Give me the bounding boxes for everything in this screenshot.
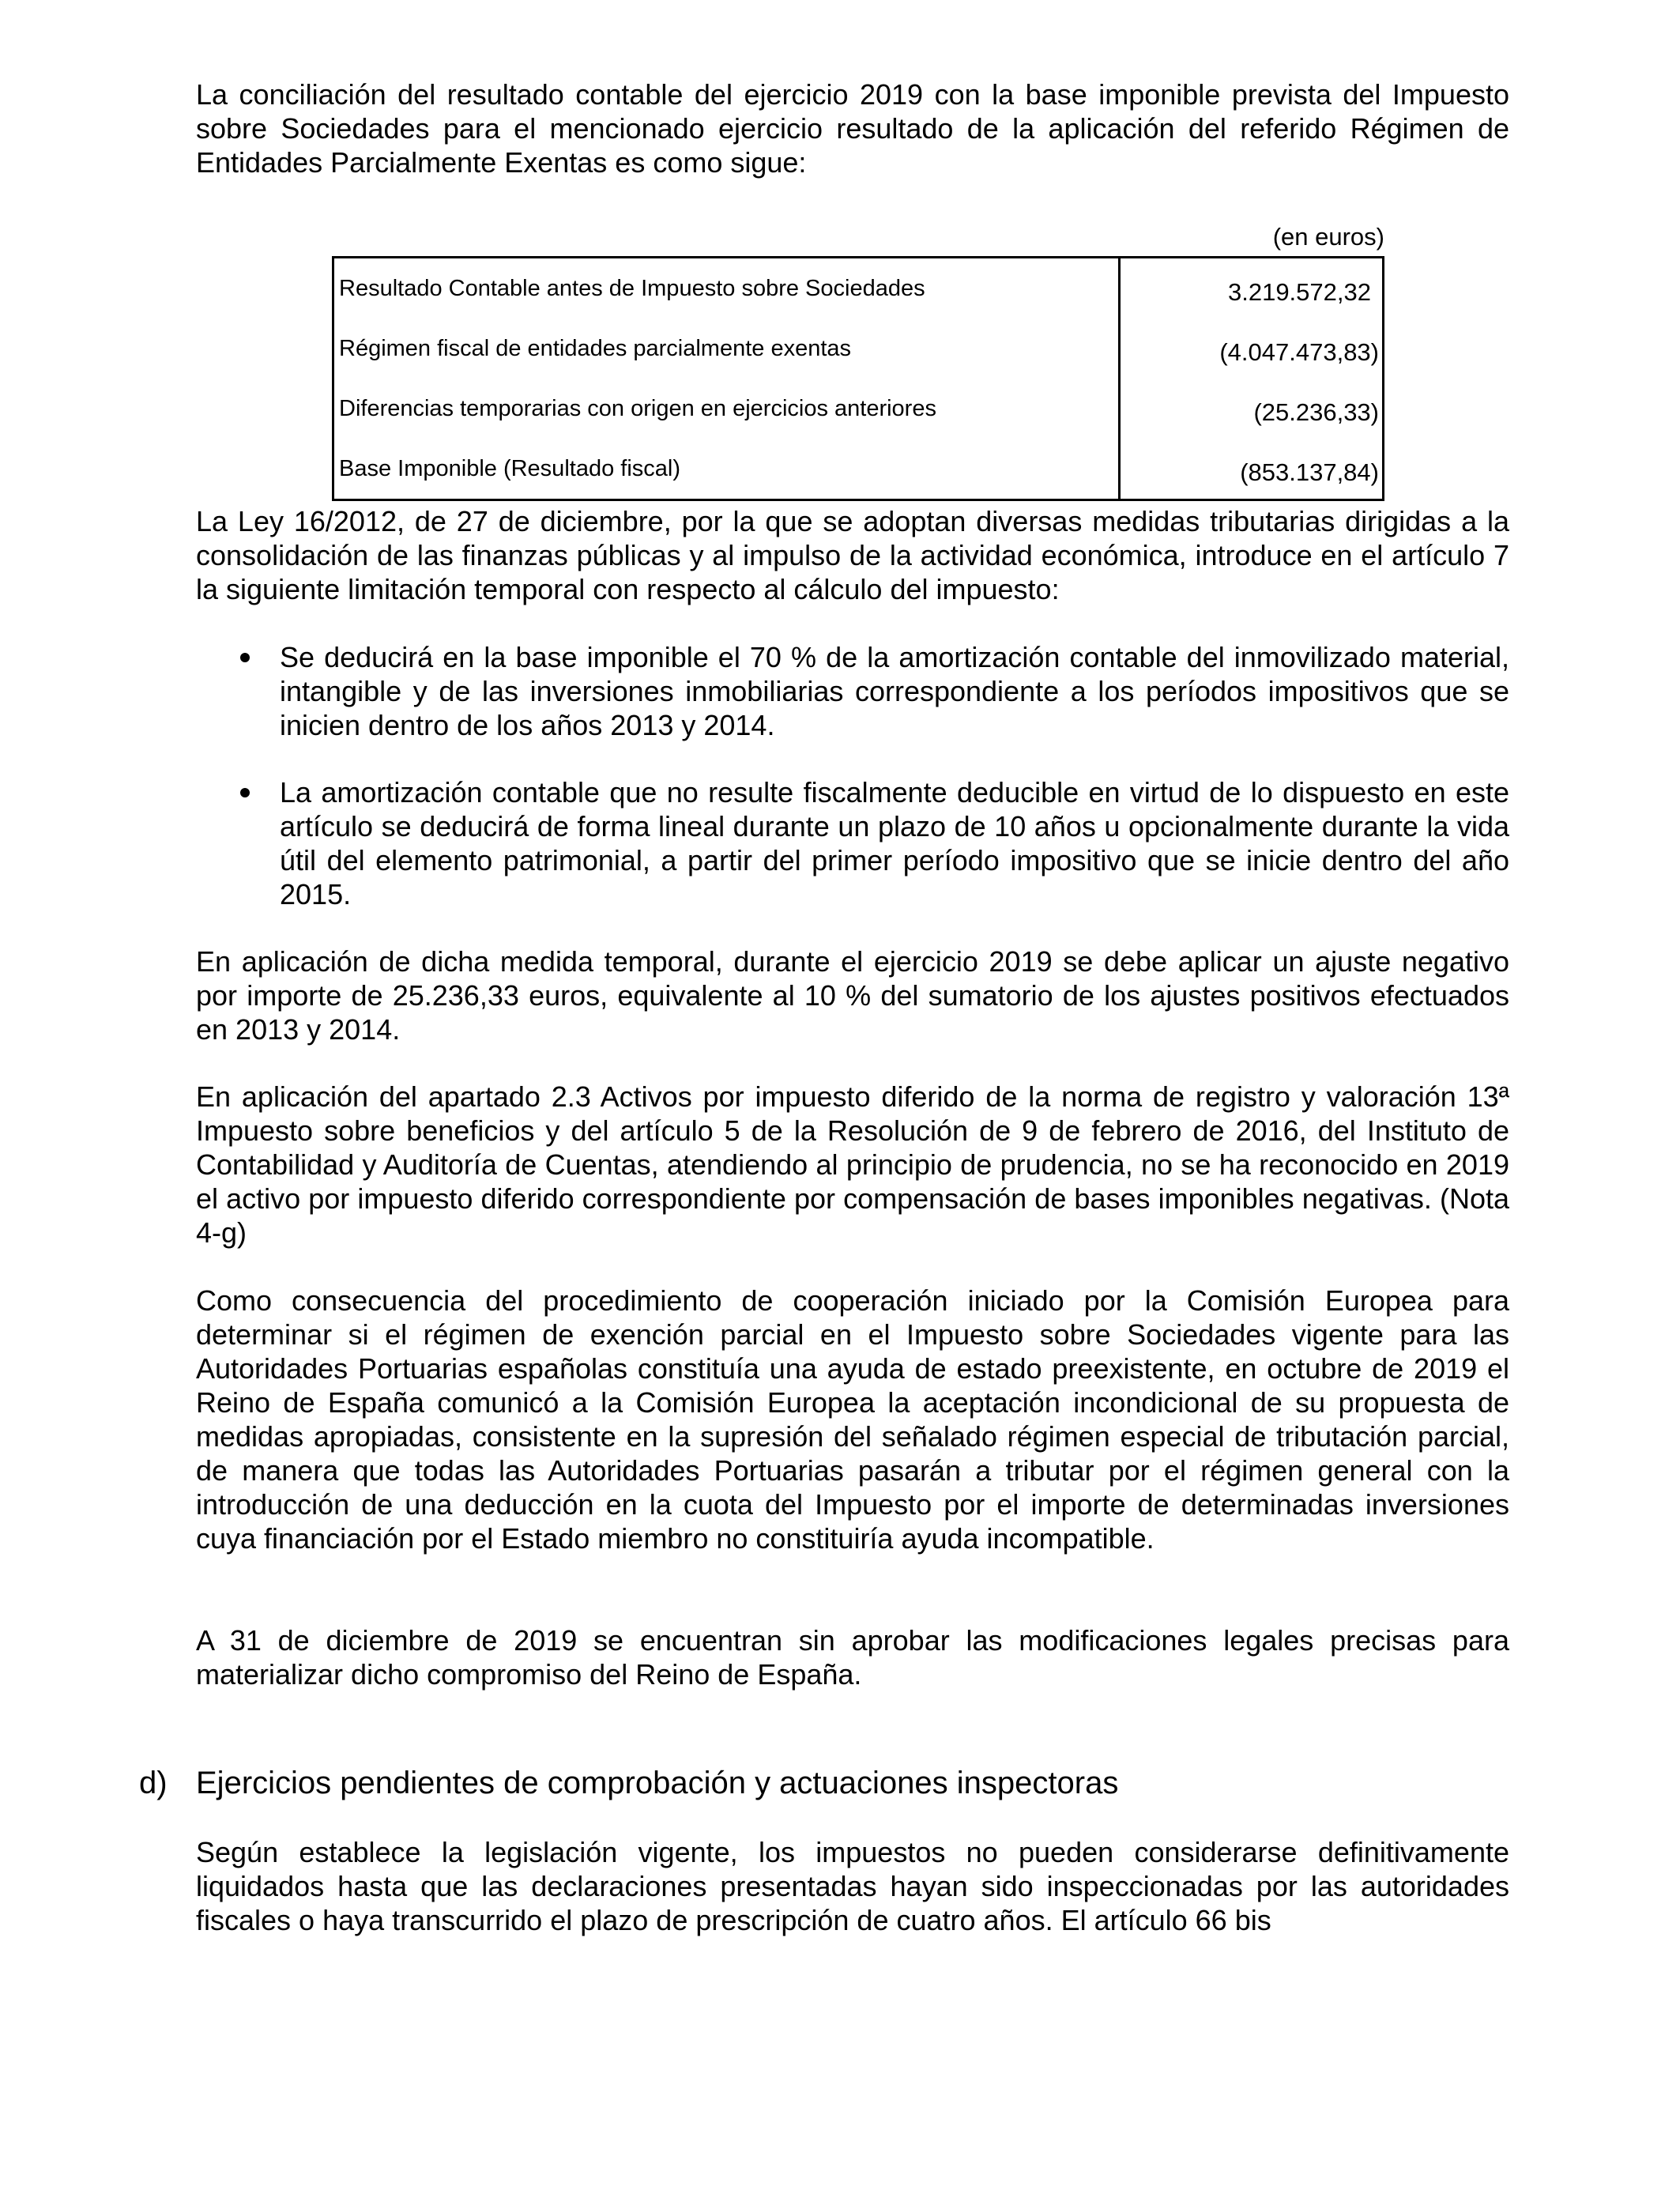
tax-reconciliation-table xyxy=(332,256,1384,501)
eu-procedure-paragraph: Como consecuencia del procedimiento de cooperación iniciado por la Comisión Europea para determinar si el régimen de exención parcial en el Impuesto sobre Sociedades vigente para las Autoridades Portuarias españolas constituía una ayuda de estado preexistente, en octubre de 2019 el Reino de España comunicó a la Comisión Europea la aceptación incondicional de su propuesta de medidas apropiadas, consistente en la supresión del señalado régimen especial de tributación parcial, de manera que todas las Autoridades Portuarias pasarán a tributar por el régimen general con la introducción de una deducción en la cuota del Impuesto por el importe de determinadas inversiones cuya financiación por el Estado miembro no constituiría ayuda incompatible. xyxy=(196,1284,1509,1555)
list-item xyxy=(196,775,1509,911)
row-value: 3.219.572,32 xyxy=(1227,278,1371,306)
section-d-paragraph: Según establece la legislación vigente, los impuestos no pueden considerarse definitivamente liquidados hasta que las declaraciones presentadas hayan sido inspeccionadas por las autoridades fiscales o haya transcurrido el plazo de prescripción de cuatro años. El artículo 66 bis xyxy=(196,1836,1509,1936)
table-units-label: (en euros) xyxy=(1272,223,1384,251)
row-value: (853.137,84) xyxy=(1240,458,1379,486)
table-row xyxy=(333,379,1384,439)
row-label: Resultado Contable antes de Impuesto sobre Sociedades xyxy=(333,258,1120,319)
list-item xyxy=(196,640,1509,742)
intro-paragraph: La conciliación del resultado contable del ejercicio 2019 con la base imponible prevista del Impuesto sobre Sociedades para el mencionado ejercicio resultado de la aplicación del referido Régimen de Entidades Parcialmente Exentas es como sigue: xyxy=(196,78,1509,179)
table-row xyxy=(333,258,1384,319)
table-row xyxy=(333,439,1384,500)
row-label: Diferencias temporarias con origen en ejercicios anteriores xyxy=(333,379,1120,439)
table-row xyxy=(333,319,1384,379)
law-paragraph: La Ley 16/2012, de 27 de diciembre, por la que se adoptan diversas medidas tributarias dirigidas a la consolidación de las finanzas públicas y al impulso de la actividad económica, introduce en el artículo 7 la siguiente limitación temporal con respecto al cálculo del impuesto: xyxy=(196,505,1509,605)
bullet-icon xyxy=(240,788,250,797)
row-label: Base Imponible (Resultado fiscal) xyxy=(333,439,1120,500)
row-value: (25.236,33) xyxy=(1253,398,1379,426)
bullet-list xyxy=(196,640,1509,911)
list-item-text: Se deducirá en la base imponible el 70 % de la amortización contable del inmovilizado material, intangible y de las inversiones inmobiliarias correspondiente a los períodos impositivos que se inicien dentro de los años 2013 y 2014. xyxy=(280,641,1509,741)
row-label: Régimen fiscal de entidades parcialmente exentas xyxy=(333,319,1120,379)
section-heading xyxy=(139,1764,1118,1802)
bullet-icon xyxy=(240,653,250,662)
application-paragraph: En aplicación de dicha medida temporal, durante el ejercicio 2019 se debe aplicar un ajuste negativo por importe de 25.236,33 euros, equivalente al 10 % del sumatorio de los ajustes positivos efectuados en 2013 y 2014. xyxy=(196,945,1509,1046)
deferred-tax-paragraph: En aplicación del apartado 2.3 Activos por impuesto diferido de la norma de registro y valoración 13ª Impuesto sobre beneficios y del artículo 5 de la Resolución de 9 de febrero de 2016, del Instituto de Contabilidad y Auditoría de Cuentas, atendiendo al principio de prudencia, no se ha reconocido en 2019 el activo por impuesto diferido correspondiente por compensación de bases imponibles negativas. (Nota 4-g) xyxy=(196,1080,1509,1249)
section-title: Ejercicios pendientes de comprobación y actuaciones inspectoras xyxy=(196,1766,1119,1800)
list-item-text: La amortización contable que no resulte fiscalmente deducible en virtud de lo dispuesto en este artículo se deducirá de forma lineal durante un plazo de 10 años u opcionalmente durante la vida útil del elemento patrimonial, a partir del primer período impositivo que se inicie dentro del año 2015. xyxy=(280,776,1509,910)
section-letter: d) xyxy=(139,1766,168,1800)
row-value: (4.047.473,83) xyxy=(1219,338,1379,366)
december-paragraph: A 31 de diciembre de 2019 se encuentran sin aprobar las modificaciones legales precisas para materializar dicho compromiso del Reino de España. xyxy=(196,1624,1509,1691)
